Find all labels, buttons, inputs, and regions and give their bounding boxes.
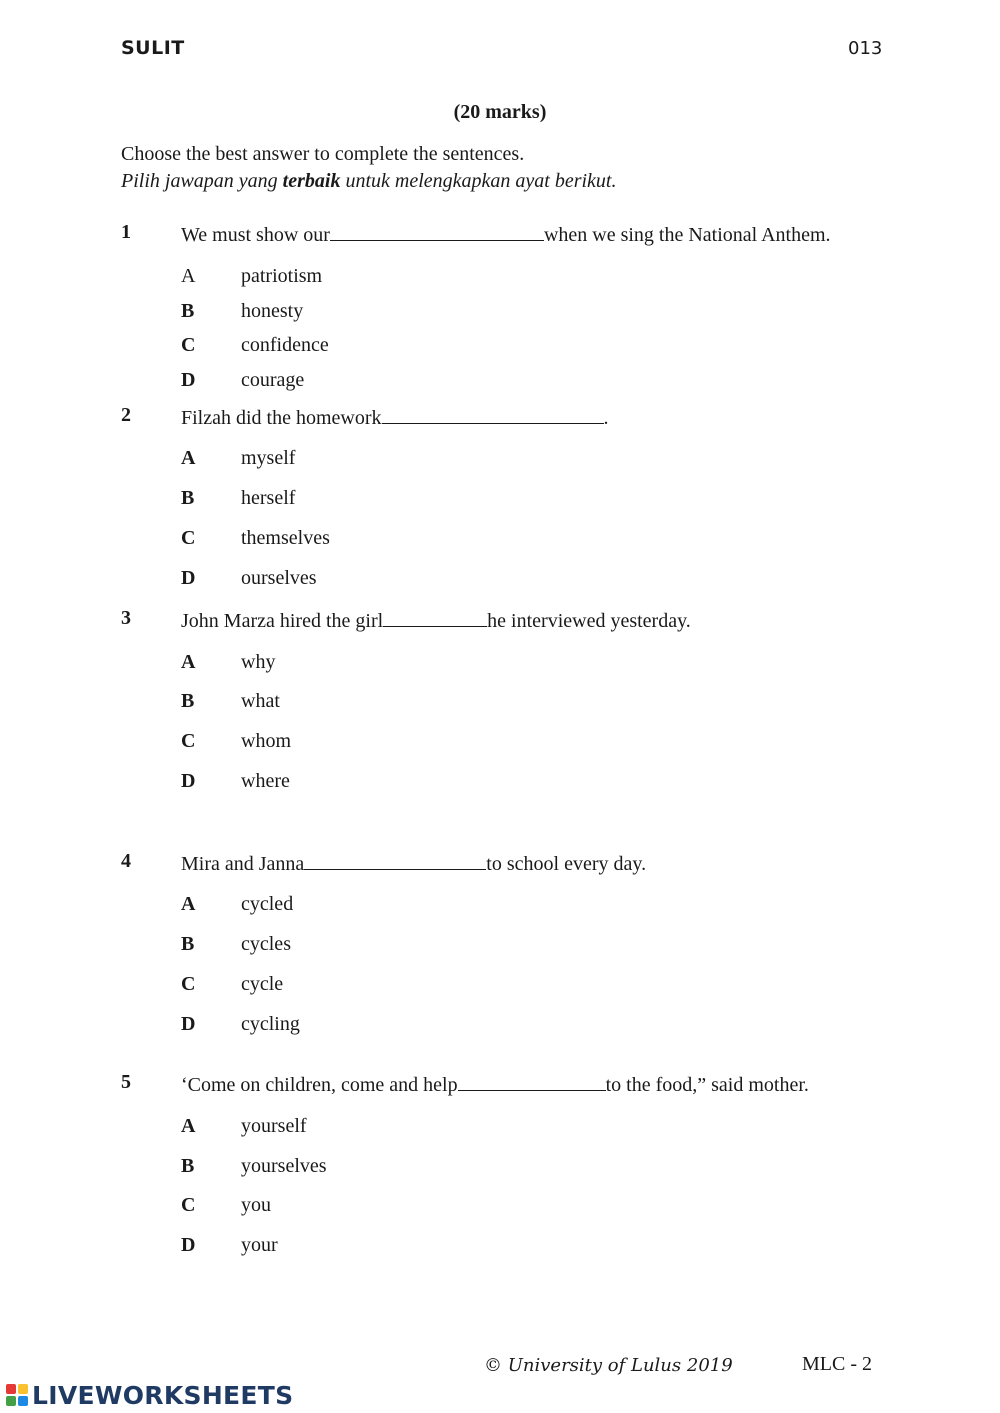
question-5-option-letter: A <box>181 1115 196 1137</box>
instruction-malay-part1: Pilih jawapan yang <box>121 170 283 192</box>
question-3-option-letter: B <box>181 690 195 712</box>
question-1-option-b[interactable]: honesty <box>241 300 304 322</box>
question-3-option-d[interactable]: where <box>241 770 290 792</box>
question-4-option-a[interactable]: cycled <box>241 893 294 915</box>
question-2-text-before: Filzah did the homework <box>181 407 382 429</box>
question-5-option-d[interactable]: your <box>241 1234 278 1256</box>
question-1-option-a[interactable]: patriotism <box>241 265 323 287</box>
footer-page-id: MLC - 2 <box>802 1353 872 1375</box>
question-2-text-after: . <box>603 407 609 429</box>
question-1-text-after: when we sing the National Anthem. <box>543 224 831 246</box>
question-4-option-letter: C <box>181 973 196 995</box>
footer-copyright: © University of Lulus 2019 <box>484 1355 733 1376</box>
question-2-blank[interactable] <box>382 404 604 424</box>
question-2-option-letter: C <box>181 527 196 549</box>
question-3-option-letter: C <box>181 730 196 752</box>
question-5-option-letter: D <box>181 1234 196 1256</box>
question-2-option-letter: B <box>181 487 195 509</box>
question-1-number: 1 <box>121 221 131 243</box>
section-marks: (20 marks) <box>453 101 547 123</box>
question-5-option-c[interactable]: you <box>241 1194 271 1216</box>
question-1-option-letter: C <box>181 334 196 356</box>
question-3-text-after: he interviewed yesterday. <box>487 610 691 632</box>
question-1-blank[interactable] <box>330 221 544 241</box>
question-4-option-d[interactable]: cycling <box>241 1013 300 1035</box>
logo-square-icon <box>6 1384 16 1394</box>
question-5-text-after: to the food,” said mother. <box>605 1074 809 1096</box>
question-2-number: 2 <box>121 404 131 426</box>
question-5-option-b[interactable]: yourselves <box>241 1155 327 1177</box>
question-3-option-letter: D <box>181 770 196 792</box>
instruction-malay-emphasis: terbaik <box>282 170 341 192</box>
question-4-text-after: to school every day. <box>486 853 647 875</box>
question-5-option-letter: C <box>181 1194 196 1216</box>
question-4-blank[interactable] <box>304 850 486 870</box>
question-3-option-b[interactable]: what <box>241 690 280 712</box>
question-2-stem <box>181 404 609 430</box>
question-2-option-a[interactable]: myself <box>241 447 296 469</box>
question-2-option-b[interactable]: herself <box>241 487 296 509</box>
question-3-option-c[interactable]: whom <box>241 730 291 752</box>
question-1-option-letter: B <box>181 300 195 322</box>
question-3-number: 3 <box>121 607 131 629</box>
question-5-blank[interactable] <box>458 1071 606 1091</box>
instruction-english: Choose the best answer to complete the sentences. <box>121 143 525 165</box>
liveworksheets-logo-icon <box>6 1384 28 1406</box>
question-3-option-a[interactable]: why <box>241 651 276 673</box>
question-4-number: 4 <box>121 850 131 872</box>
question-1-text-before: We must show our <box>181 224 330 246</box>
question-3-stem <box>181 607 691 633</box>
logo-square-icon <box>18 1384 28 1394</box>
question-4-option-letter: B <box>181 933 195 955</box>
question-5-number: 5 <box>121 1071 131 1093</box>
question-5-text-before: ‘Come on children, come and help <box>181 1074 458 1096</box>
question-4-text-before: Mira and Janna <box>181 853 305 875</box>
question-1-option-c[interactable]: confidence <box>241 334 329 356</box>
instruction-malay <box>121 170 616 193</box>
question-2-option-d[interactable]: ourselves <box>241 567 317 589</box>
question-2-option-letter: A <box>181 447 196 469</box>
question-5-option-a[interactable]: yourself <box>241 1115 307 1137</box>
question-2-option-c[interactable]: themselves <box>241 527 330 549</box>
question-4-option-c[interactable]: cycle <box>241 973 284 995</box>
question-4-stem <box>181 850 646 876</box>
question-5-stem <box>181 1071 809 1097</box>
question-3-text-before: John Marza hired the girl <box>181 610 384 632</box>
question-1-option-d[interactable]: courage <box>241 369 305 391</box>
question-4-option-b[interactable]: cycles <box>241 933 291 955</box>
paper-code: 013 <box>848 38 883 59</box>
liveworksheets-logo[interactable] <box>6 1380 293 1410</box>
question-1-option-letter: D <box>181 369 196 391</box>
instruction-malay-part2: untuk melengkapkan ayat berikut. <box>340 170 617 192</box>
header-sulit-label: SULIT <box>121 37 185 59</box>
logo-square-icon <box>18 1396 28 1406</box>
question-1-option-letter: A <box>181 265 196 287</box>
question-5-option-letter: B <box>181 1155 195 1177</box>
logo-square-icon <box>6 1396 16 1406</box>
question-2-option-letter: D <box>181 567 196 589</box>
question-3-option-letter: A <box>181 651 196 673</box>
question-3-blank[interactable] <box>383 607 487 627</box>
question-4-option-letter: D <box>181 1013 196 1035</box>
question-4-option-letter: A <box>181 893 196 915</box>
question-1-stem <box>181 221 831 247</box>
liveworksheets-brand-text: LIVEWORKSHEETS <box>32 1380 294 1410</box>
